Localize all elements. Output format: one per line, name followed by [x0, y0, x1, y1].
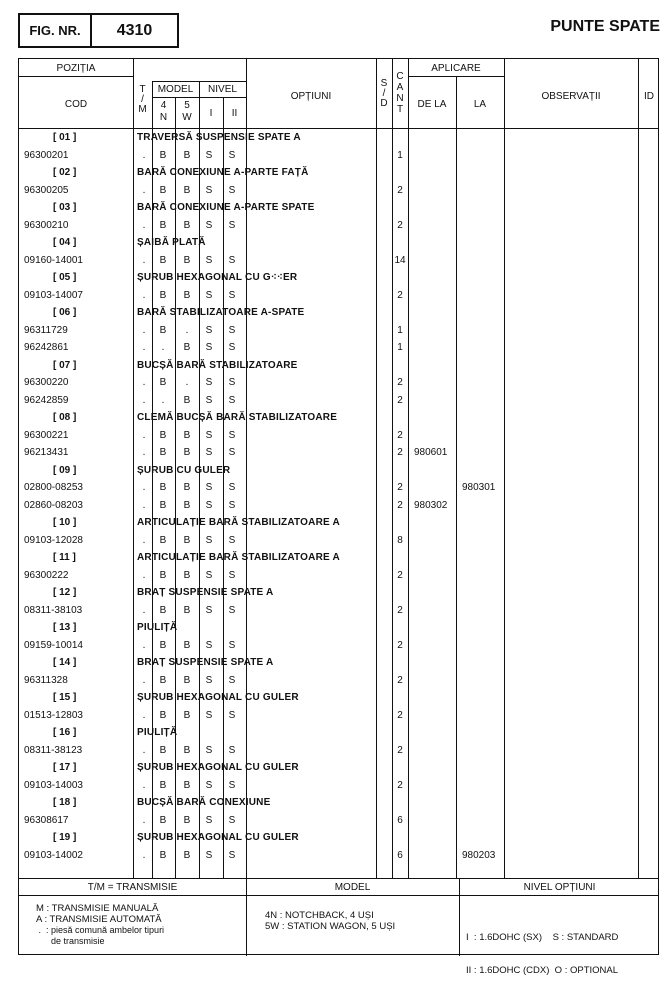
header-de-la: DE LA [417, 99, 447, 110]
figure-number: 4310 [116, 21, 153, 39]
position-number: [ 13 ] [53, 622, 77, 633]
cell-nivel-ii: S [228, 289, 236, 301]
cell-model-4n: . [161, 394, 165, 406]
part-code: 09103-14007 [24, 289, 83, 301]
cell-model-5w: B [183, 447, 191, 458]
table-row [19, 532, 658, 550]
cell-tm: . [142, 744, 146, 756]
table-row [19, 392, 658, 410]
legend-tm-line: M : TRANSMISIE MANUALĂ [36, 903, 159, 914]
header-cant: C A N T [396, 71, 404, 115]
part-name: BARĂ CONEXIUNE A-PARTE FAȚĂ [137, 167, 309, 178]
cell-quantity: 2 [397, 394, 403, 406]
legend-model-lines [265, 910, 395, 932]
part-code: 96242861 [24, 342, 69, 353]
cell-model-5w: . [185, 324, 189, 336]
part-code: 96311328 [24, 674, 68, 686]
cell-quantity: 2 [397, 219, 403, 231]
cell-nivel-i: S [205, 639, 213, 651]
cell-quantity: 2 [397, 377, 403, 388]
cell-nivel-i: S [205, 429, 213, 441]
cell-tm: . [142, 324, 146, 336]
page-title: PUNTE SPATE [550, 18, 660, 35]
group-row [19, 724, 658, 742]
part-code: 96242859 [24, 394, 69, 406]
cell-nivel-i: S [205, 184, 213, 196]
part-name: BARĂ STABILIZATOARE A-SPATE [137, 307, 305, 318]
cell-tm: . [142, 482, 146, 493]
cell-quantity: 1 [397, 149, 403, 161]
cell-nivel-i: S [205, 849, 213, 861]
group-row [19, 129, 658, 147]
position-number: [ 14 ] [53, 657, 77, 668]
cell-model-4n: B [159, 779, 167, 791]
table-row [19, 339, 658, 357]
cell-quantity: 6 [397, 814, 403, 826]
cell-model-4n: B [159, 429, 167, 441]
cell-quantity: 2 [397, 674, 403, 686]
table-row [19, 812, 658, 830]
group-row [19, 357, 658, 375]
cell-model-5w: B [183, 254, 191, 266]
legend-tm-header: T/M = TRANSMISIE [87, 882, 178, 893]
table-row [19, 742, 658, 760]
position-number: [ 19 ] [53, 832, 77, 843]
position-number: [ 08 ] [53, 412, 77, 423]
part-code: 96300205 [24, 184, 69, 196]
cell-quantity: 2 [397, 639, 403, 651]
cell-model-5w: B [183, 534, 191, 546]
cell-model-4n: B [159, 814, 167, 826]
group-row [19, 619, 658, 637]
position-number: [ 05 ] [53, 272, 77, 283]
cell-quantity: 2 [397, 744, 403, 756]
position-number: [ 03 ] [53, 202, 77, 213]
cell-model-5w: B [183, 149, 191, 161]
cell-model-4n: . [161, 342, 165, 353]
table-row [19, 672, 658, 690]
table-row [19, 217, 658, 235]
cell-nivel-ii: S [228, 534, 236, 546]
cell-nivel-ii: S [228, 219, 236, 231]
position-number: [ 04 ] [53, 237, 77, 248]
cell-nivel-i: S [205, 324, 213, 336]
cell-model-5w: B [183, 289, 191, 301]
cell-nivel-i: S [205, 342, 213, 353]
group-row [19, 462, 658, 480]
part-code: 96300210 [24, 219, 69, 231]
cell-apply-to: 980301 [462, 482, 496, 493]
part-code: 01513-12803 [24, 709, 83, 721]
figure-number-box [18, 13, 179, 48]
part-name: ȘURUB CU GULER [137, 464, 231, 476]
cell-nivel-ii: S [228, 394, 236, 406]
cell-tm: . [142, 219, 146, 231]
cell-nivel-i: S [205, 674, 213, 686]
cell-nivel-i: S [205, 744, 213, 756]
cell-model-5w: B [183, 849, 191, 861]
table-row [19, 707, 658, 725]
legend-top-rule [19, 878, 658, 879]
cell-nivel-ii: S [228, 849, 236, 861]
group-row [19, 759, 658, 777]
group-row [19, 164, 658, 182]
part-code: 08311-38123 [24, 744, 83, 756]
cell-model-5w: B [183, 639, 191, 651]
cell-model-5w: . [185, 377, 189, 388]
cell-model-4n: B [159, 709, 167, 721]
cell-tm: . [142, 534, 146, 546]
position-number: [ 10 ] [53, 517, 77, 528]
cell-tm: . [142, 604, 146, 616]
cell-tm: . [142, 184, 146, 196]
cell-tm: . [142, 289, 146, 301]
cell-nivel-i: S [205, 709, 213, 721]
cell-quantity: 2 [397, 429, 403, 441]
table-row [19, 287, 658, 305]
parts-rows [19, 129, 658, 864]
cell-model-4n: B [159, 744, 167, 756]
cell-model-4n: B [159, 149, 167, 161]
cell-nivel-i: S [205, 569, 213, 581]
header-model: MODEL [157, 84, 194, 95]
group-row [19, 829, 658, 847]
cell-apply-from: 980601 [414, 447, 448, 458]
header-optiuni: OPȚIUNI [290, 91, 332, 102]
position-number: [ 09 ] [53, 464, 77, 476]
cell-nivel-i: S [205, 289, 213, 301]
cell-model-5w: B [183, 342, 191, 353]
legend-tm-line: A : TRANSMISIE AUTOMATĂ [36, 914, 162, 925]
header-pozitia: POZIȚIA [56, 63, 96, 74]
legend-nivel-line: I : 1.6DOHC (SX) S : STANDARD [466, 932, 619, 943]
header-id: ID [644, 91, 654, 102]
legend-tm-line: . : piesă comună ambelor tipuri [36, 925, 165, 935]
cell-nivel-i: S [205, 814, 213, 826]
cell-nivel-ii: S [228, 254, 236, 266]
cell-model-4n: B [159, 447, 167, 458]
header-sd: S / D [380, 78, 388, 109]
part-code: 09160-14001 [24, 254, 83, 266]
header-la: LA [473, 99, 487, 110]
cell-quantity: 2 [397, 779, 403, 791]
cell-nivel-i: S [205, 254, 213, 266]
cell-nivel-ii: S [228, 447, 236, 458]
part-name: ȘURUB HEXAGONAL CU GULER [137, 832, 299, 843]
cell-apply-from: 980302 [414, 499, 448, 511]
group-row [19, 304, 658, 322]
position-number: [ 12 ] [53, 587, 77, 598]
position-number: [ 16 ] [53, 727, 77, 738]
cell-nivel-i: S [205, 779, 213, 791]
part-name: PIULIȚĂ [137, 622, 178, 633]
legend-nivel-line: II : 1.6DOHC (CDX) O : OPTIONAL [466, 965, 619, 976]
cell-tm: . [142, 674, 146, 686]
part-code: 02860-08203 [24, 499, 83, 511]
position-number: [ 06 ] [53, 307, 77, 318]
cell-quantity: 2 [397, 184, 403, 196]
header-tm: T / M [138, 84, 147, 115]
cell-tm: . [142, 499, 146, 511]
cell-model-4n: B [159, 849, 167, 861]
part-name: TRAVERSĂ SUSPENSIE SPATE A [137, 132, 301, 143]
cell-nivel-ii: S [228, 779, 236, 791]
cell-nivel-i: S [205, 149, 213, 161]
cell-nivel-i: S [205, 604, 213, 616]
part-name: BUCȘĂ BARĂ CONEXIUNE [137, 797, 271, 808]
cell-model-5w: B [183, 709, 191, 721]
table-row [19, 252, 658, 270]
part-name: BARĂ CONEXIUNE A-PARTE SPATE [137, 202, 315, 213]
part-name: BUCȘĂ BARĂ STABILIZATOARE [137, 359, 298, 371]
cell-nivel-ii: S [228, 744, 236, 756]
group-row [19, 514, 658, 532]
part-name: ARTICULAȚIE BARĂ STABILIZATOARE A [137, 517, 340, 528]
table-row [19, 847, 658, 865]
cell-model-5w: B [183, 499, 191, 511]
cell-quantity: 14 [394, 254, 406, 266]
table-row [19, 427, 658, 445]
cell-tm: . [142, 569, 146, 581]
cell-model-4n: B [159, 604, 167, 616]
header-observatii: OBSERVAȚII [541, 91, 601, 102]
position-number: [ 01 ] [53, 132, 77, 143]
cell-nivel-ii: S [228, 342, 236, 353]
position-number: [ 18 ] [53, 797, 77, 808]
part-name: CLEMĂ BUCȘĂ BARĂ STABILIZATOARE [137, 412, 338, 423]
cell-tm: . [142, 779, 146, 791]
header-4n: 4 N [159, 100, 168, 123]
cell-model-5w: B [183, 394, 191, 406]
cell-quantity: 2 [397, 482, 403, 493]
group-row [19, 794, 658, 812]
group-row [19, 654, 658, 672]
table-row [19, 567, 658, 585]
cell-model-5w: B [183, 482, 191, 493]
cell-model-4n: B [159, 534, 167, 546]
position-number: [ 15 ] [53, 692, 77, 703]
part-name: BRAȚ SUSPENSIE SPATE A [137, 587, 274, 598]
part-code: 09103-14002 [24, 849, 83, 861]
cell-quantity: 2 [397, 709, 403, 721]
cell-nivel-i: S [205, 447, 213, 458]
cell-model-4n: B [159, 569, 167, 581]
table-row [19, 182, 658, 200]
cell-model-4n: B [159, 289, 167, 301]
part-code: 08311-38103 [24, 604, 83, 616]
figure-label: FIG. NR. [20, 15, 92, 46]
cell-quantity: 1 [397, 342, 403, 353]
legend-model-line: 5W : STATION WAGON, 5 UȘI [265, 921, 396, 932]
cell-nivel-i: S [205, 534, 213, 546]
cell-model-4n: B [159, 482, 167, 493]
cell-tm: . [142, 377, 146, 388]
legend-header-rule [19, 895, 658, 896]
table-row [19, 147, 658, 165]
legend-nivel-lines [466, 910, 618, 998]
table-row [19, 322, 658, 340]
cell-nivel-ii: S [228, 499, 236, 511]
cell-tm: . [142, 394, 146, 406]
group-row [19, 269, 658, 287]
legend-tm-lines [36, 903, 164, 947]
cell-model-5w: B [183, 569, 191, 581]
cell-tm: . [142, 639, 146, 651]
table-row [19, 602, 658, 620]
cell-nivel-ii: S [228, 429, 236, 441]
header-cod: COD [64, 99, 88, 110]
legend-tm-line: de transmisie [36, 936, 105, 946]
part-code: 96213431 [24, 447, 69, 458]
cell-nivel-ii: S [228, 569, 236, 581]
part-name: ARTICULAȚIE BARĂ STABILIZATOARE A [137, 552, 340, 563]
cell-nivel-i: S [205, 394, 213, 406]
part-code: 09103-14003 [24, 779, 83, 791]
cell-model-4n: B [159, 639, 167, 651]
cell-quantity: 1 [397, 324, 403, 336]
part-code: 02800-08253 [24, 482, 83, 493]
cell-nivel-ii: S [228, 639, 236, 651]
header-i: I [209, 108, 213, 119]
cell-model-5w: B [183, 604, 191, 616]
cell-model-4n: B [159, 324, 167, 336]
cell-nivel-ii: S [228, 814, 236, 826]
table-row [19, 444, 658, 462]
cell-nivel-i: S [205, 377, 213, 388]
cell-nivel-ii: S [228, 324, 236, 336]
cell-model-5w: B [183, 219, 191, 231]
cell-model-5w: B [183, 429, 191, 441]
header-aplicare: APLICARE [431, 63, 481, 74]
cell-nivel-i: S [205, 499, 213, 511]
part-code: 96300222 [24, 569, 69, 581]
cell-nivel-i: S [205, 219, 213, 231]
cell-quantity: 2 [397, 289, 403, 301]
cell-model-5w: B [183, 674, 191, 686]
cell-tm: . [142, 254, 146, 266]
cell-quantity: 2 [397, 499, 403, 511]
table-row [19, 479, 658, 497]
cell-quantity: 2 [397, 447, 403, 458]
cell-model-5w: B [183, 814, 191, 826]
cell-tm: . [142, 342, 146, 353]
cell-model-5w: B [183, 744, 191, 756]
table-row [19, 374, 658, 392]
part-code: 96311729 [24, 324, 68, 336]
cell-model-4n: B [159, 377, 167, 388]
part-code: 09159-10014 [24, 639, 83, 651]
cell-tm: . [142, 447, 146, 458]
part-code: 96300221 [24, 429, 69, 441]
part-name: PIULIȚĂ [137, 727, 178, 738]
cell-nivel-i: S [205, 482, 213, 493]
cell-quantity: 8 [397, 534, 403, 546]
part-name: ȘURUB HEXAGONAL CU G⁖⁖ER [137, 272, 298, 283]
position-number: [ 02 ] [53, 167, 77, 178]
header-5w: 5 W [182, 100, 192, 123]
part-code: 96308617 [24, 814, 69, 826]
group-row [19, 234, 658, 252]
legend-model-header: MODEL [334, 882, 371, 893]
cell-nivel-ii: S [228, 149, 236, 161]
cell-apply-to: 980203 [462, 849, 496, 861]
cell-tm: . [142, 149, 146, 161]
cell-model-4n: B [159, 219, 167, 231]
part-code: 09103-12028 [24, 534, 83, 546]
cell-nivel-ii: S [228, 482, 236, 493]
cell-nivel-ii: S [228, 709, 236, 721]
cell-tm: . [142, 709, 146, 721]
table-row [19, 497, 658, 515]
position-number: [ 11 ] [53, 552, 76, 563]
part-name: ȘURUB HEXAGONAL CU GULER [137, 692, 299, 703]
cell-model-5w: B [183, 184, 191, 196]
cell-nivel-ii: S [228, 604, 236, 616]
position-number: [ 17 ] [53, 762, 77, 773]
cell-quantity: 6 [397, 849, 403, 861]
cell-model-4n: B [159, 499, 167, 511]
table-row [19, 777, 658, 795]
cell-tm: . [142, 429, 146, 441]
cell-model-4n: B [159, 184, 167, 196]
group-row [19, 689, 658, 707]
group-row [19, 549, 658, 567]
cell-tm: . [142, 849, 146, 861]
header-nivel: NIVEL [208, 84, 237, 95]
cell-nivel-ii: S [228, 674, 236, 686]
cell-model-4n: B [159, 254, 167, 266]
group-row [19, 584, 658, 602]
pozitia-rule [19, 76, 133, 77]
cell-tm: . [142, 814, 146, 826]
legend-model-line: 4N : NOTCHBACK, 4 UȘI [265, 910, 374, 921]
part-code: 96300220 [24, 377, 69, 388]
part-name: BRAȚ SUSPENSIE SPATE A [137, 657, 274, 668]
part-name: ȘAIBĂ PLATĂ [137, 237, 206, 248]
header-ii: II [231, 108, 238, 119]
cell-nivel-ii: S [228, 377, 236, 388]
cell-quantity: 2 [397, 604, 403, 616]
part-code: 96300201 [24, 149, 69, 161]
parts-table [18, 58, 659, 976]
group-row [19, 199, 658, 217]
group-row [19, 409, 658, 427]
position-number: [ 07 ] [53, 359, 77, 371]
cell-quantity: 2 [397, 569, 403, 581]
table-row [19, 637, 658, 655]
cell-model-5w: B [183, 779, 191, 791]
part-name: ȘURUB HEXAGONAL CU GULER [137, 762, 299, 773]
legend-nivel-header: NIVEL OPȚIUNI [523, 882, 596, 893]
cell-nivel-ii: S [228, 184, 236, 196]
cell-model-4n: B [159, 674, 167, 686]
